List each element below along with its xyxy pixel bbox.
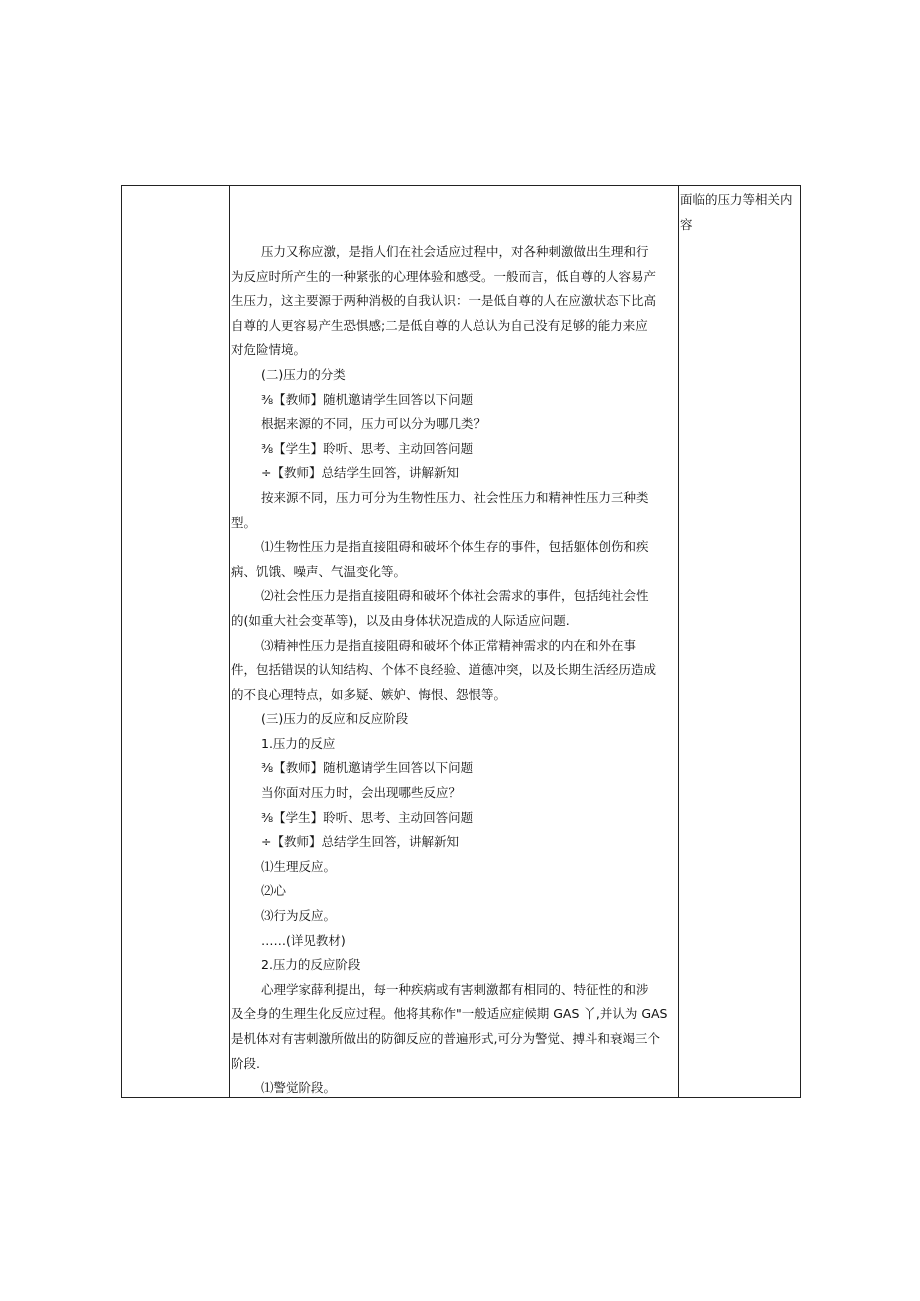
content-line: 型。 [231,514,257,530]
content-line: ⑵心 [261,883,287,899]
content-line: 当你面对压力时，会出现哪些反应？ [261,785,462,801]
side-note [680,188,800,237]
content-line: 是机体对有害刺激所做出的防御反应的普遍形式,可分为警觉、搏斗和衰竭三个 [231,1031,660,1046]
content-line: ÷【教师】总结学生回答，讲解新知 [261,834,459,850]
content-line: ⑶精神性压力是指直接阻碍和破坏个体正常精神需求的内在和外在事 [261,637,637,653]
content-line: ⑵社会性压力是指直接阻碍和破坏个体社会需求的事件，包括纯社会性 [261,588,649,604]
content-line: 对危险情境。 [231,342,307,358]
content-line: 压力又称应激，是指人们在社会适应过程中，对各种刺激做出生理和行 [261,244,649,259]
content-line: 2.压力的反应阶段 [261,957,361,973]
content-line: 1.压力的反应 [261,735,336,751]
lesson-content [231,240,676,1101]
content-line: ⑶行为反应。 [261,908,337,924]
content-line: ⑴生物性压力是指直接阻碍和破坏个体生存的事件，包括躯体创伤和疾 [261,539,649,555]
side-note-line: 面临的压力等相关内 [680,192,793,207]
content-line: 心理学家薛利提出，每一种疾病或有害刺激都有相同的、特征性的和涉 [261,981,649,997]
content-line: ⅜【学生】聆听、思考、主动回答问题 [261,440,474,456]
content-line: 件，包括错误的认知结构、个体不良经验、道德冲突，以及长期生活经历造成 [231,662,657,678]
content-line: ⑴生理反应。 [261,858,337,874]
content-line: ⅜【教师】随机邀请学生回答以下问题 [261,391,474,407]
content-line: ⅜【学生】聆听、思考、主动回答问题 [261,809,474,825]
content-line: 生压力，这主要源于两种消极的自我认识：一是低自尊的人在应激状态下比高 [231,293,657,309]
column-divider-left [229,186,230,1097]
side-note-line: 容 [680,216,693,232]
content-line: 的(如重大社会变革等)，以及由身体状况造成的人际适应问题. [231,612,570,628]
content-line: 按来源不同，压力可分为生物性压力、社会性压力和精神性压力三种类 [261,489,649,505]
lesson-plan-table [121,185,801,1098]
content-line: (三)压力的反应和反应阶段 [261,711,409,727]
content-line: ⅜【教师】随机邀请学生回答以下问题 [261,760,474,776]
content-line: ⑴警觉阶段。 [261,1080,337,1096]
content-line: 阶段. [231,1055,260,1071]
content-line: ÷【教师】总结学生回答，讲解新知 [261,465,459,481]
content-line: ……(详见教材) [261,932,346,948]
content-line: 根据来源的不同，压力可以分为哪几类？ [261,416,487,432]
content-line: 为反应时所产生的一种紧张的心理体验和感受。一般而言，低自尊的人容易产 [231,268,657,284]
content-line: 自尊的人更容易产生恐惧感;二是低自尊的人总认为自己没有足够的能力来应 [231,317,648,333]
column-divider-right [678,186,679,1097]
content-line: 病、饥饿、噪声、气温变化等。 [231,563,407,579]
content-line: 及全身的生理生化反应过程。他将其称作"一般适应症候期 GAS 丫,并认为 GAS [231,1006,668,1022]
content-line: 的不良心理特点，如多疑、嫉妒、悔恨、怨恨等。 [231,686,507,702]
content-line: (二)压力的分类 [261,366,346,382]
